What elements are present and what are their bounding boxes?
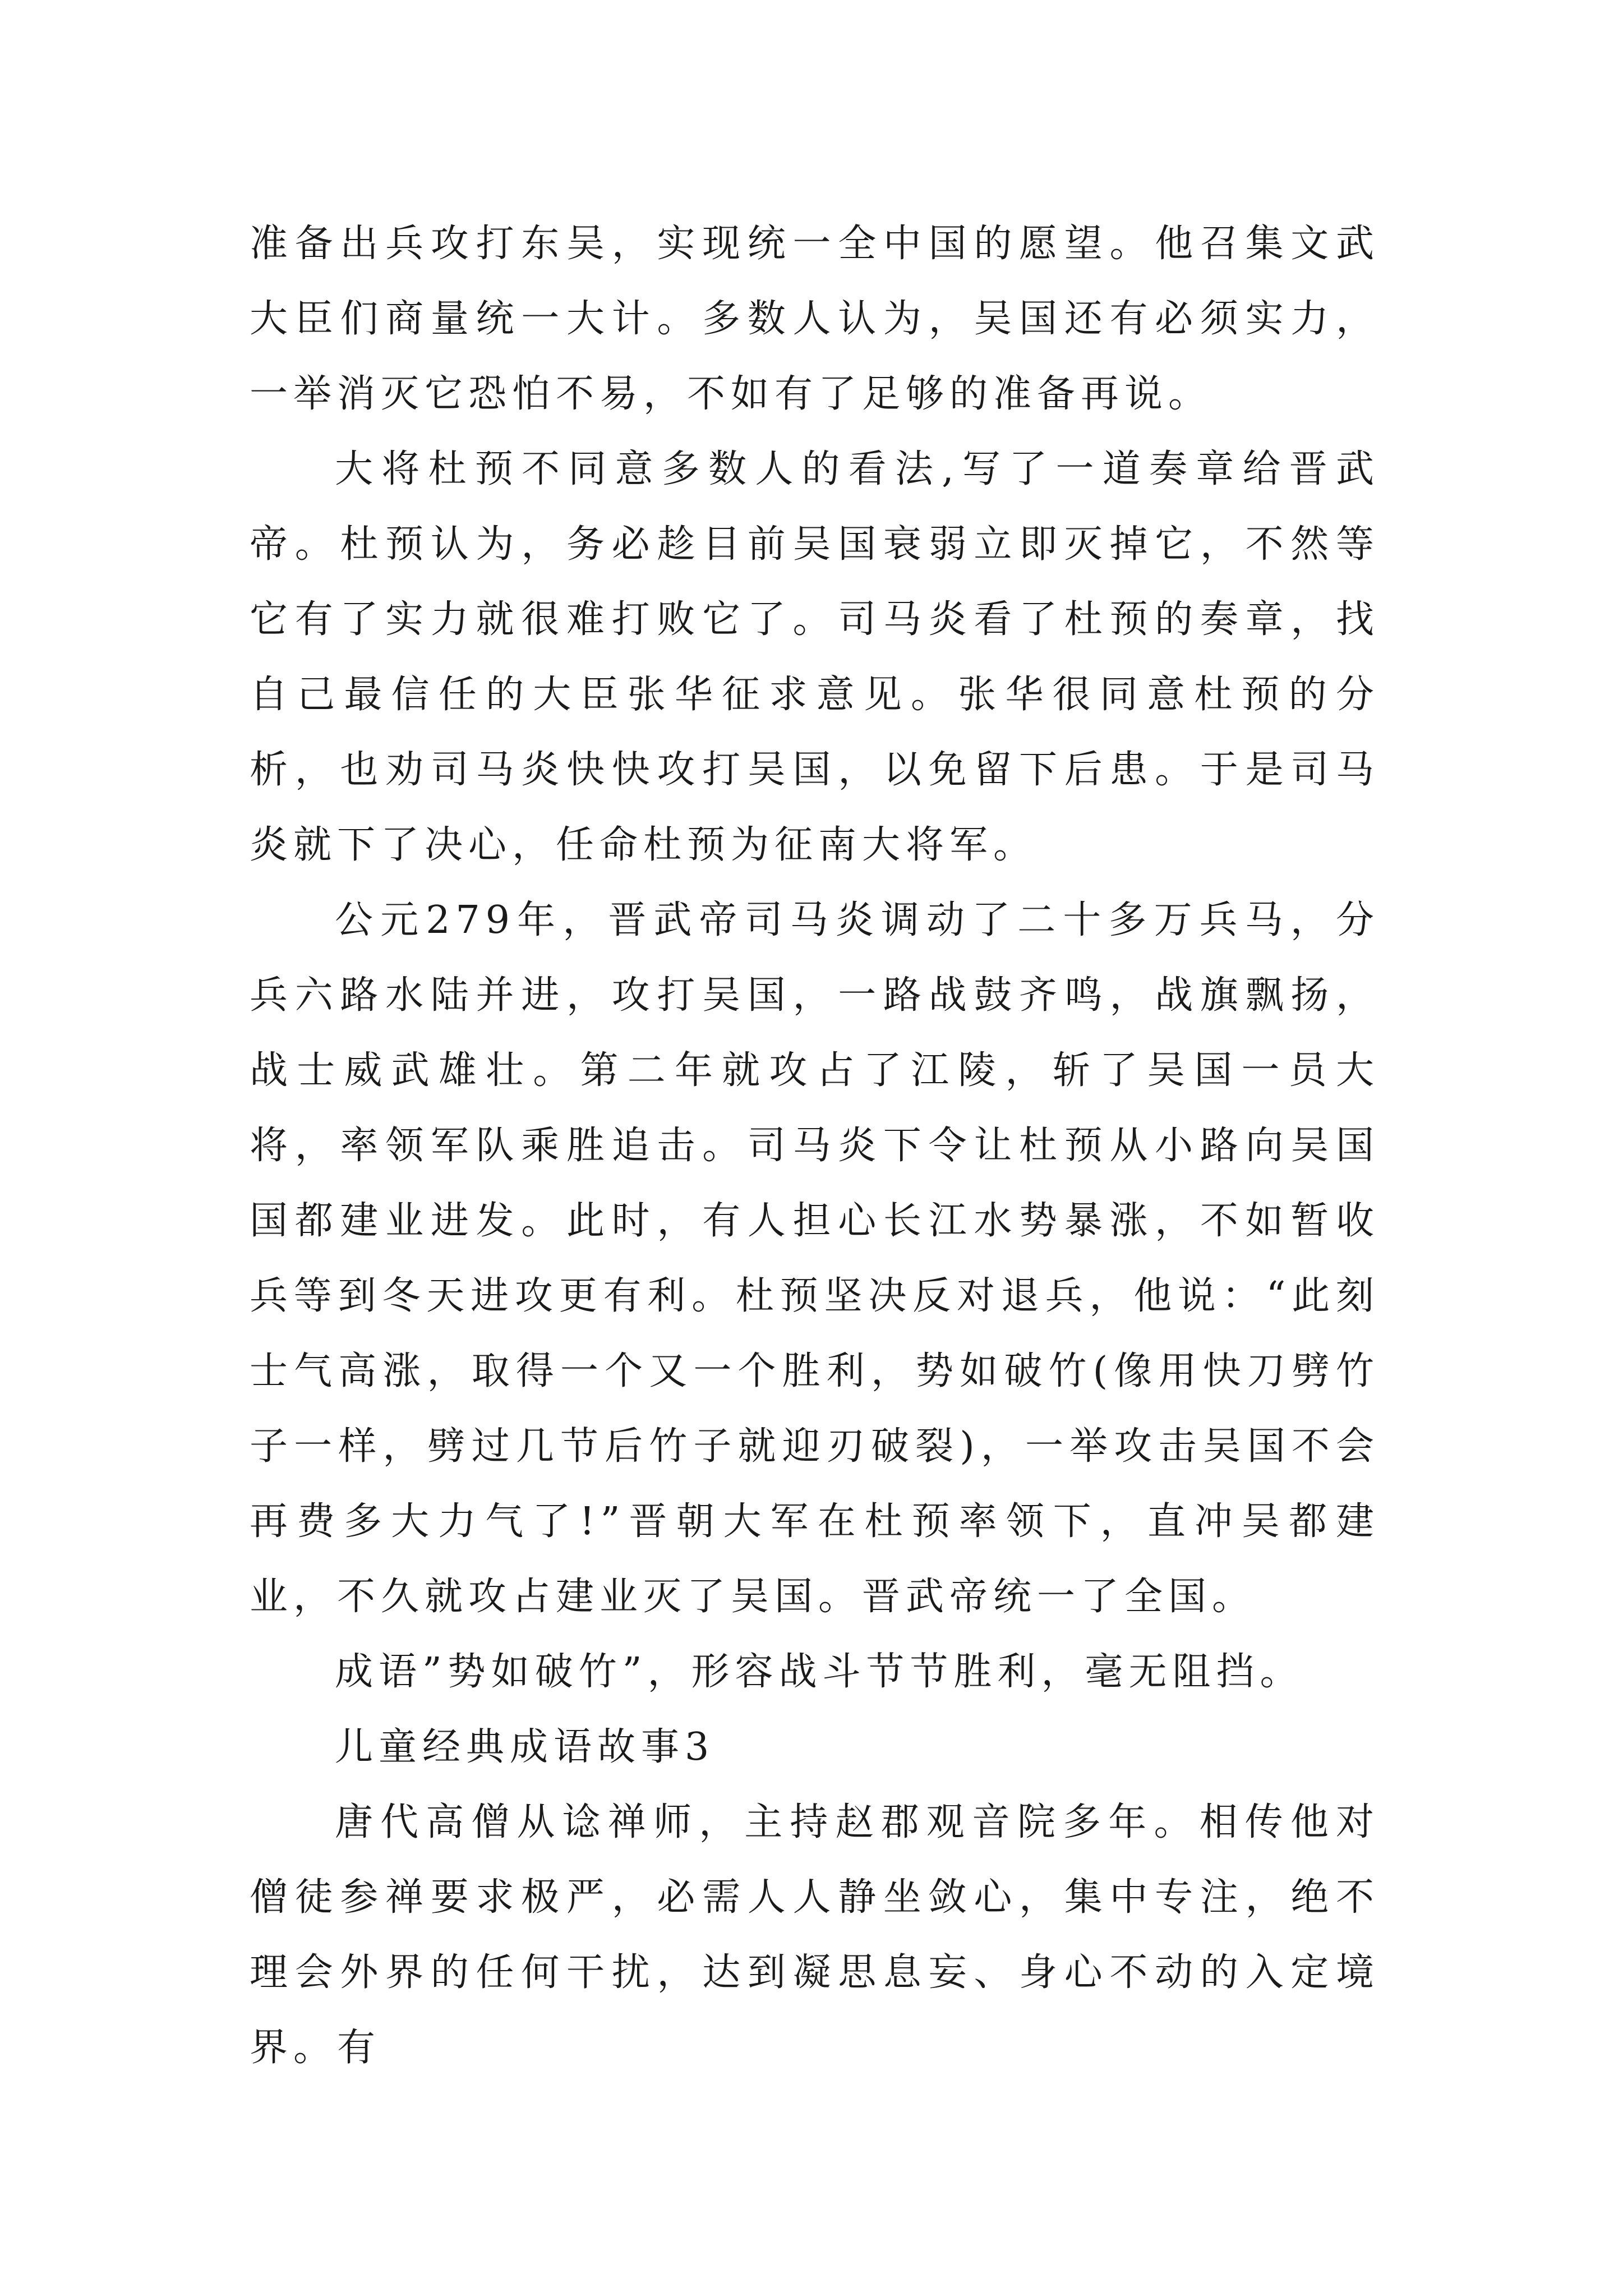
paragraph-3: 公元279年，晋武帝司马炎调动了二十多万兵马，分兵六路水陆并进，攻打吴国，一路战鼓齐鸣，战旗飘扬，战士威武雄壮。第二年就攻占了江陵，斩了吴国一员大将，率领军队乘胜追击。司马炎下令让杜预从小路向吴国国都建业进发。此时，有人担心长江水势暴涨，不如暂收兵等到冬天进攻更有利。杜预坚决反对退兵，他说：“此刻士气高涨，取得一个又一个胜利，势如破竹(像用快刀劈竹子一样，劈过几节后竹子就迎刃破裂)，一举攻击吴国不会再费多大力气了!”晋朝大军在杜预率领下，直冲吴都建业，不久就攻占建业灭了吴国。晋武帝统一了全国。 (250, 898, 1380, 1619)
body-text (250, 206, 1380, 2086)
paragraph-1: 准备出兵攻打东吴，实现统一全中国的愿望。他召集文武大臣们商量统一大计。多数人认为，吴国还有必须实力，一举消灭它恐怕不易，不如有了足够的准备再说。 (250, 222, 1380, 416)
paragraph-5: 唐代高僧从谂禅师，主持赵郡观音院多年。相传他对僧徒参禅要求极严，必需人人静坐敛心，集中专注，绝不理会外界的任何干扰，达到凝思息妄、身心不动的入定境界。有 (250, 1800, 1380, 2070)
paragraph-4: 成语”势如破竹”，形容战斗节节胜利，毫无阻挡。 (335, 1650, 1304, 1694)
section-heading: 儿童经典成语故事3 (335, 1725, 715, 1769)
paragraph-2: 大将杜预不同意多数人的看法,写了一道奏章给晋武帝。杜预认为，务必趁目前吴国衰弱立即灭掉它，不然等它有了实力就很难打败它了。司马炎看了杜预的奏章，找自己最信任的大臣张华征求意见。张华很同意杜预的分析，也劝司马炎快快攻打吴国，以免留下后患。于是司马炎就下了决心，任命杜预为征南大将军。 (250, 447, 1380, 867)
